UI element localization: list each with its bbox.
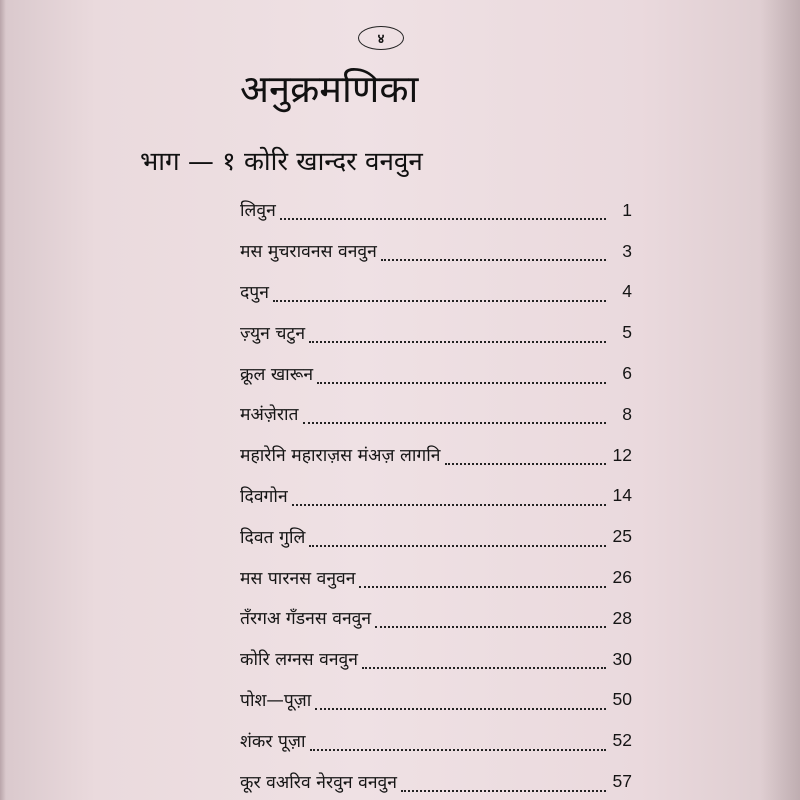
toc-entry [240, 639, 632, 680]
toc-entry-page: 28 [612, 607, 632, 628]
page-title: अनुक्रमणिका [240, 67, 419, 111]
dot-leader [381, 241, 606, 261]
dot-leader [309, 323, 606, 343]
toc-entry-title: लिवुन [240, 201, 276, 222]
toc-entry [240, 435, 632, 476]
page-right-shadow [760, 0, 800, 800]
toc-entry-title: दिवत गुलि [240, 527, 306, 548]
toc-entry [240, 720, 632, 761]
toc-entry-page: 12 [612, 444, 632, 465]
page-number-text: ४ [377, 32, 385, 47]
table-of-contents [240, 190, 632, 800]
toc-entry-title: ज़्युन चटुन [240, 323, 306, 344]
toc-entry [240, 680, 632, 721]
dot-leader [309, 527, 606, 547]
toc-entry [240, 190, 632, 231]
toc-entry-title: दिवगोन [240, 486, 288, 507]
toc-entry-title: दपुन [240, 282, 269, 303]
toc-entry [240, 394, 632, 435]
toc-entry [240, 231, 632, 272]
toc-entry [240, 557, 632, 598]
dot-leader [315, 690, 606, 710]
dot-leader [401, 772, 606, 792]
toc-entry [240, 353, 632, 394]
toc-entry-title: मस मुचरावनस वनवुन [240, 242, 377, 263]
toc-entry-page: 50 [612, 689, 632, 710]
toc-entry-title: मस पारनस वनुवन [240, 568, 356, 589]
toc-entry-page: 14 [612, 485, 632, 506]
toc-entry [240, 312, 632, 353]
toc-entry-page: 52 [612, 730, 632, 751]
dot-leader [375, 608, 606, 628]
dot-leader [303, 404, 607, 424]
toc-entry [240, 476, 632, 517]
dot-leader [280, 200, 606, 220]
dot-leader [445, 445, 607, 465]
toc-entry [240, 761, 632, 800]
page-number [358, 26, 404, 50]
dot-leader [362, 649, 606, 669]
toc-entry-title: तँरगअ गँडनस वनवुन [240, 609, 372, 630]
dot-leader [273, 282, 606, 302]
dot-leader [359, 568, 606, 588]
dot-leader [292, 486, 606, 506]
toc-entry-page: 5 [622, 322, 632, 343]
dot-leader [310, 731, 606, 751]
toc-entry-title: कूर वअरिव नेरवुन वनवुन [240, 772, 398, 793]
toc-entry-title: शंकर पूज़ा [240, 731, 306, 752]
toc-entry-page: 26 [612, 567, 632, 588]
toc-entry-page: 30 [612, 648, 632, 669]
toc-entry-page: 57 [612, 771, 632, 792]
toc-entry-page: 8 [622, 403, 632, 424]
toc-entry-title: क्रूल खारून [240, 364, 314, 385]
dot-leader [317, 364, 606, 384]
toc-entry-page: 3 [622, 240, 632, 261]
toc-entry-page: 4 [622, 281, 632, 302]
toc-entry-page: 1 [622, 199, 632, 220]
section-heading: भाग — १ कोरि खान्दर वनवुन [140, 147, 423, 177]
toc-entry-title: मअंज़ेरात [240, 405, 299, 426]
toc-entry-page: 6 [622, 363, 632, 384]
page-left-edge [0, 0, 6, 800]
toc-entry-title: महारेनि महाराज़स मंअज़ लागनि [240, 446, 441, 467]
toc-entry-title: कोरि लग्नस वनवुन [240, 650, 358, 671]
toc-entry [240, 272, 632, 313]
toc-entry [240, 516, 632, 557]
toc-entry [240, 598, 632, 639]
toc-entry-title: पोश—पूज़ा [240, 690, 312, 711]
toc-entry-page: 25 [612, 526, 632, 547]
